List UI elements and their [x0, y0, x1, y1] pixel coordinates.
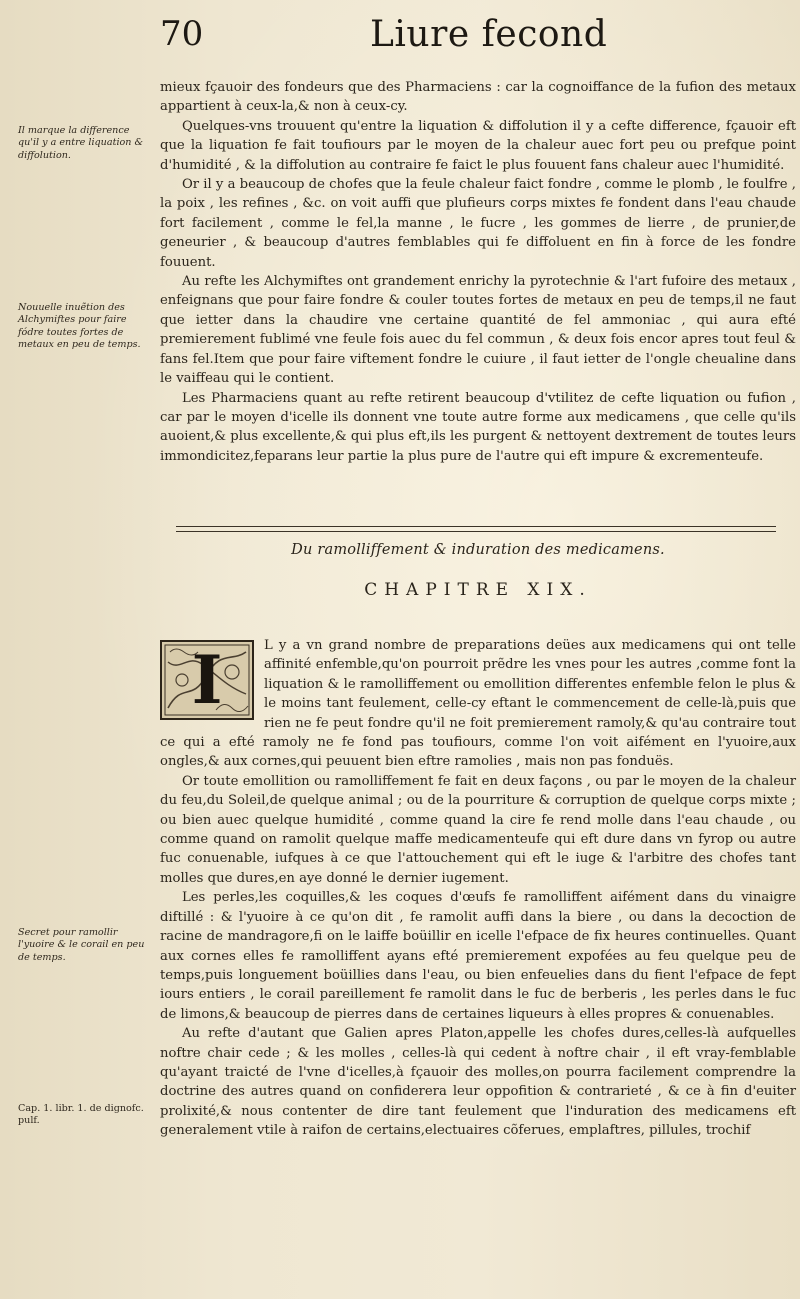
page-number: 70 — [160, 14, 204, 54]
initial-spacer — [160, 636, 264, 718]
paragraph: Quelques-vns trouuent qu'entre la liquation & diffolution il y a cefte difference, fçauoir eft que la liquation fe fait toufiours par le moyen de la chaleur auec fort peu ou prefque point d'humidité , & la diffolution au contraire fe faict le plus fouuent fans chaleur auec l'humidité. — [160, 118, 796, 173]
page-header — [160, 14, 720, 74]
margin-note: Nouuelle inuẽtion des Alchymiftes pour faire fódre toutes fortes de metaux en peu de temps. — [18, 302, 141, 351]
margin-note: Cap. 1. libr. 1. de dignofc. pulf. — [18, 1103, 144, 1127]
paragraph: Or toute emollition ou ramolliffement fe fait en deux façons , ou par le moyen de la chaleur du feu,du Soleil,de quelque animal ; ou de la pourriture & corruption de quelque corps mixte ; ou bien auec quelque humidité , comme quand la cire fe rend molle dans l'eau chaude , ou comme quand on ramolit quelque maffe medicamenteufe qui eft dure dans vn fyrop ou autre fuc conuenable, iufques à ce que l'attouchement qui eft le iuge & l'arbitre des chofes tant molles que dures,en aye donné le dernier iugement. — [160, 773, 796, 886]
paragraph: mieux fçauoir des fondeurs que des Pharmaciens : car la cognoiffance de la fufion des metaux appartient à ceux-la,& non à ceux-cy. — [160, 80, 796, 115]
running-title: Liure fecond — [370, 14, 608, 55]
chapter-heading: CHAPITRE XIX. — [364, 580, 592, 600]
paragraph: L y a vn grand nombre de preparations deües aux medicamens qui ont telle affinité enfemble,qu'on pourroit prẽdre les vnes pour les autres ,comme font la liquation & le ramolliffement ou emollition differentes enfemble felon le plus & le moins tant feulement, celle-cy eftant le commencement de celle-là,puis que rien ne fe peut fondre qu'il ne foit premierement ramoly,& qu'au contraire tout ce qui a efté ramoly ne fe fond pas toufiours, comme l'on voit aifément en l'yuoire,aux ongles,& aux cornes,qui peuuent bien eftre ramolies , mais non pas fonduës. — [160, 638, 796, 770]
paragraph: Or il y a beaucoup de chofes que la feule chaleur faict fondre , comme le plomb , le foulfre , la poix , les refines , &c. on voit auffi que plufieurs corps mixtes fe fondent dans l'eau chaude fort facilement , comme le fel,la manne , le fucre , les gommes de lierre , de prunier,de geneurier , & beaucoup d'autres femblables qui fe diffoluent en fin à force de les fondre fouuent. — [160, 177, 796, 270]
separator-rule — [176, 526, 776, 527]
paragraph: Au refte d'autant que Galien apres Platon,appelle les chofes dures,celles-là aufquelles noftre chair cede ; & les molles , celles-là qui cedent à noftre chair , il eft vray-femblable qu'ayant traicté de l'vne d'icelles,à fçauoir des molles,on pourra facilement comprendre la doctrine des autres quand on confiderera leur oppofition & contrarieté , & ce à fin d'euiter prolixité,& nous contenter de dire tant feulement que l'induration des medicamens eft generalement vtile à raifon de certains,electuaires cõferues, emplaftres, pillules, trochif — [160, 1026, 796, 1139]
initial-letter: I — [191, 641, 223, 719]
margin-note: Il marque la difference qu'il y a entre liquation & diffolution. — [18, 125, 144, 161]
separator-rule — [176, 531, 776, 532]
section-title: Du ramolliffement & induration des medicamens. — [291, 542, 665, 558]
paragraph: Les perles,les coquilles,& les coques d'œufs fe ramolliffent aifément dans du vinaigre diftillé : & l'yuoire à ce qu'on dit , fe ramolit auffi dans la biere , ou dans la decoction de racine de mandragore,fi on le laiffe boüillir en icelle l'efpace de fix heures continuelles. Quant aux cornes elles fe ramolliffent ayans efté premierement expofées au feu quelque peu de temps,puis longuement boüillies dans l'eau, ou bien enfeuelies dans du fient l'efpace de fept iours entiers , le corail pareillement fe ramolit dans le fuc de berberis , les perles dans le fuc de limons,& beaucoup de pierres dans de certaines liqueurs à elles propres & conuenables. — [160, 890, 796, 1022]
text-block-ramolliffement — [160, 636, 796, 1141]
paragraph: Les Pharmaciens quant au refte retirent beaucoup d'vtilitez de cefte liquation ou fufion , car par le moyen d'icelle ils donnent vne toute autre forme aux medicamens , que celle qu'ils auoient,& plus excellente,& qui plus eft,ils les purgent & nettoyent dextrement de toutes leurs immondicitez,feparans leur partie la plus pure de l'autre qui eft impure & excrementeufe. — [160, 390, 796, 464]
text-block-liquation — [160, 78, 796, 466]
paragraph: Au refte les Alchymiftes ont grandement enrichy la pyrotechnie & l'art fufoire des metaux , enfeignans que pour faire fondre & couler toutes fortes de metaux en peu de temps,il ne faut que ietter dans la chaudire vne certaine quantité de fel ammoniac , qui aura efté premierement fublimé vne feule fois auec du fel commun , & deux fois encor apres tout feul & fans fel.Item que pour faire viftement fondre le cuiure , il faut ietter de l'ongle cheualine dans le vaiffeau qui le contient. — [160, 274, 796, 387]
margin-note: Secret pour ramollir l'yuoire & le corail en peu de temps. — [18, 927, 145, 963]
